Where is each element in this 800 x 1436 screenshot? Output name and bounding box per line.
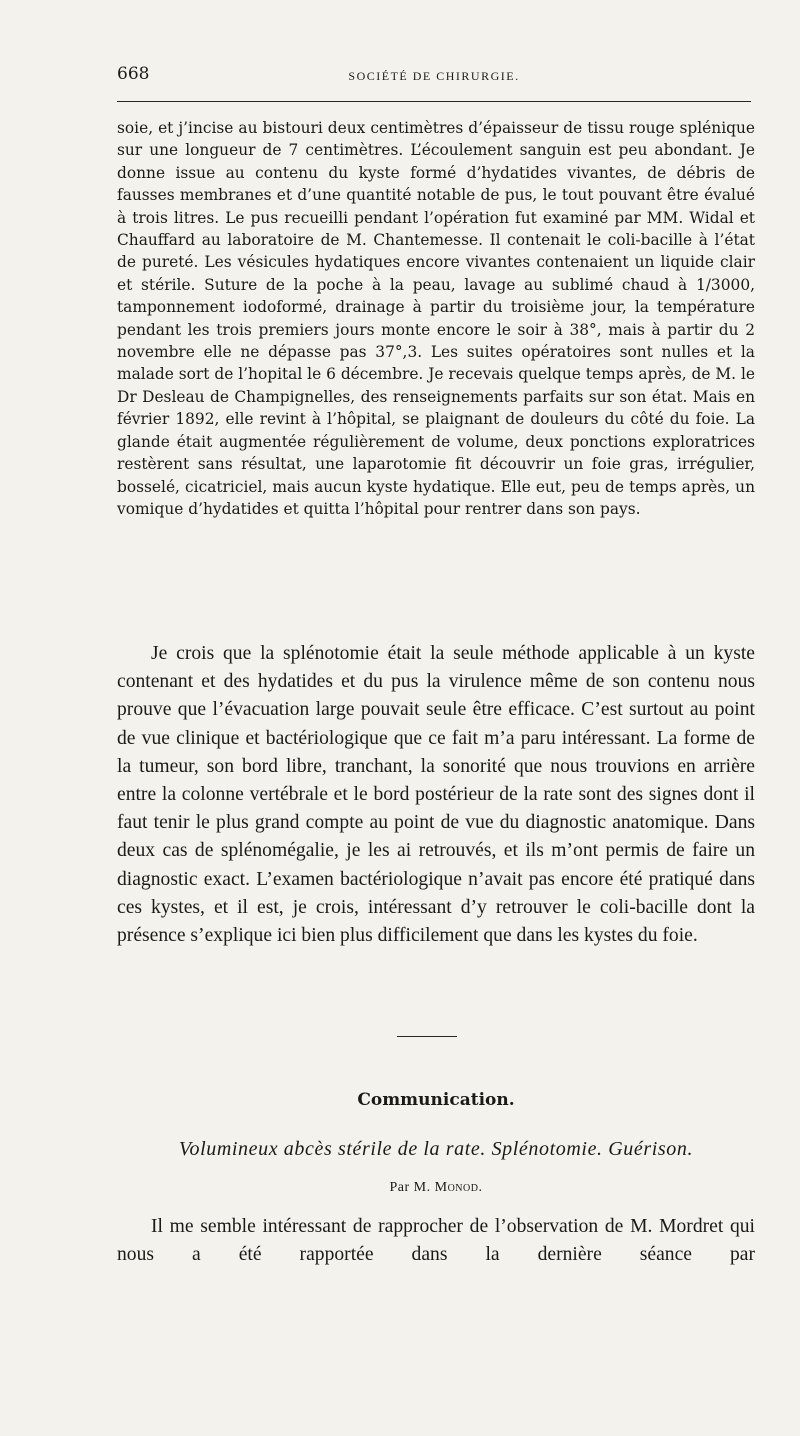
byline-author: Monod. <box>434 1180 483 1195</box>
section-heading: Communication. <box>357 1090 515 1110</box>
opening-paragraph: Il me semble intéressant de rapprocher de l’observation de M. Mordret qui nous a été rapportée dans la dernière séance par <box>117 1216 755 1266</box>
case-report-paragraph: soie, et j’incise au bistouri deux centimètres d’épaisseur de tissu rouge splénique sur une longueur de 7 centimètres. L’écoulement sanguin est peu abondant. Je donne issue au contenu du kyste formé d’hydatides vivantes, de débris de fausses membranes et d’une quantité notable de pus, le tout pouvant être évalué à trois litres. Le pus recueilli pendant l’opération fut examiné par MM. Widal et Chauffard au laboratoire de M. Chantemesse. Il contenait le coli-bacille à l’état de pureté. Les vésicules hydatiques encore vivantes contenaient un liquide clair et stérile. Suture de la poche à la peau, lavage au sublimé chaud à 1/3000, tamponnement iodoformé, drainage à partir du troisième jour, la température pendant les trois premiers jours monte encore le soir à 38°, mais à partir du 2 novembre elle ne dépasse pas 37°,3. Les suites opératoires sont nulles et la malade sort de l’hopital le 6 décembre. Je recevais quelque temps après, de M. le Dr Desleau de Champignelles, des renseignements parfaits sur son état. Mais en février 1892, elle revint à l’hôpital, se plaignant de douleurs du côté du foie. La glande était augmentée régulièrement de volume, deux ponctions exploratrices restèrent sans résultat, une laparotomie fit découvrir un foie gras, irrégulier, bosselé, cicatriciel, mais aucun kyste hydatique. Elle eut, peu de temps après, un vomique d’hydatides et quitta l’hôpital pour rentrer dans son pays. <box>117 119 755 518</box>
byline-prefix: Par M. <box>389 1180 431 1195</box>
running-head: SOCIÉTÉ DE CHIRURGIE. <box>348 69 520 83</box>
discussion-paragraph: Je crois que la splénotomie était la seule méthode applicable à un kyste contenant et des hydatides et du pus la virulence même de son contenu nous prouve que l’évacuation large pouvait seule être efficace. C’est surtout au point de vue clinique et bactériologique que ce fait m’a paru intéressant. La forme de la tumeur, son bord libre, tranchant, la sonorité que nous trouvions en arrière entre la colonne vertébrale et le bord postérieur de la rate sont des signes dont il faut tenir le plus grand compte au point de vue du diagnostic anatomique. Dans deux cas de splénomégalie, je les ai retrouvés, et ils m’ont permis de faire un diagnostic exact. L’examen bactériologique n’avait pas encore été pratiqué dans ces kystes, et il est, je crois, intéressant d’y retrouver le coli-bacille dont la présence s’explique ici bien plus difficilement que dans les kystes du foie. <box>117 643 755 947</box>
discussion <box>117 640 755 950</box>
section-separator <box>397 1036 457 1037</box>
case-report <box>117 117 755 520</box>
header-rule <box>117 101 751 102</box>
page-number: 668 <box>117 64 150 84</box>
article-title: Volumineux abcès stérile de la rate. Splénotomie. Guérison. <box>178 1138 694 1160</box>
page-header <box>117 64 751 94</box>
byline <box>117 1180 755 1196</box>
communication-opening <box>117 1213 755 1269</box>
